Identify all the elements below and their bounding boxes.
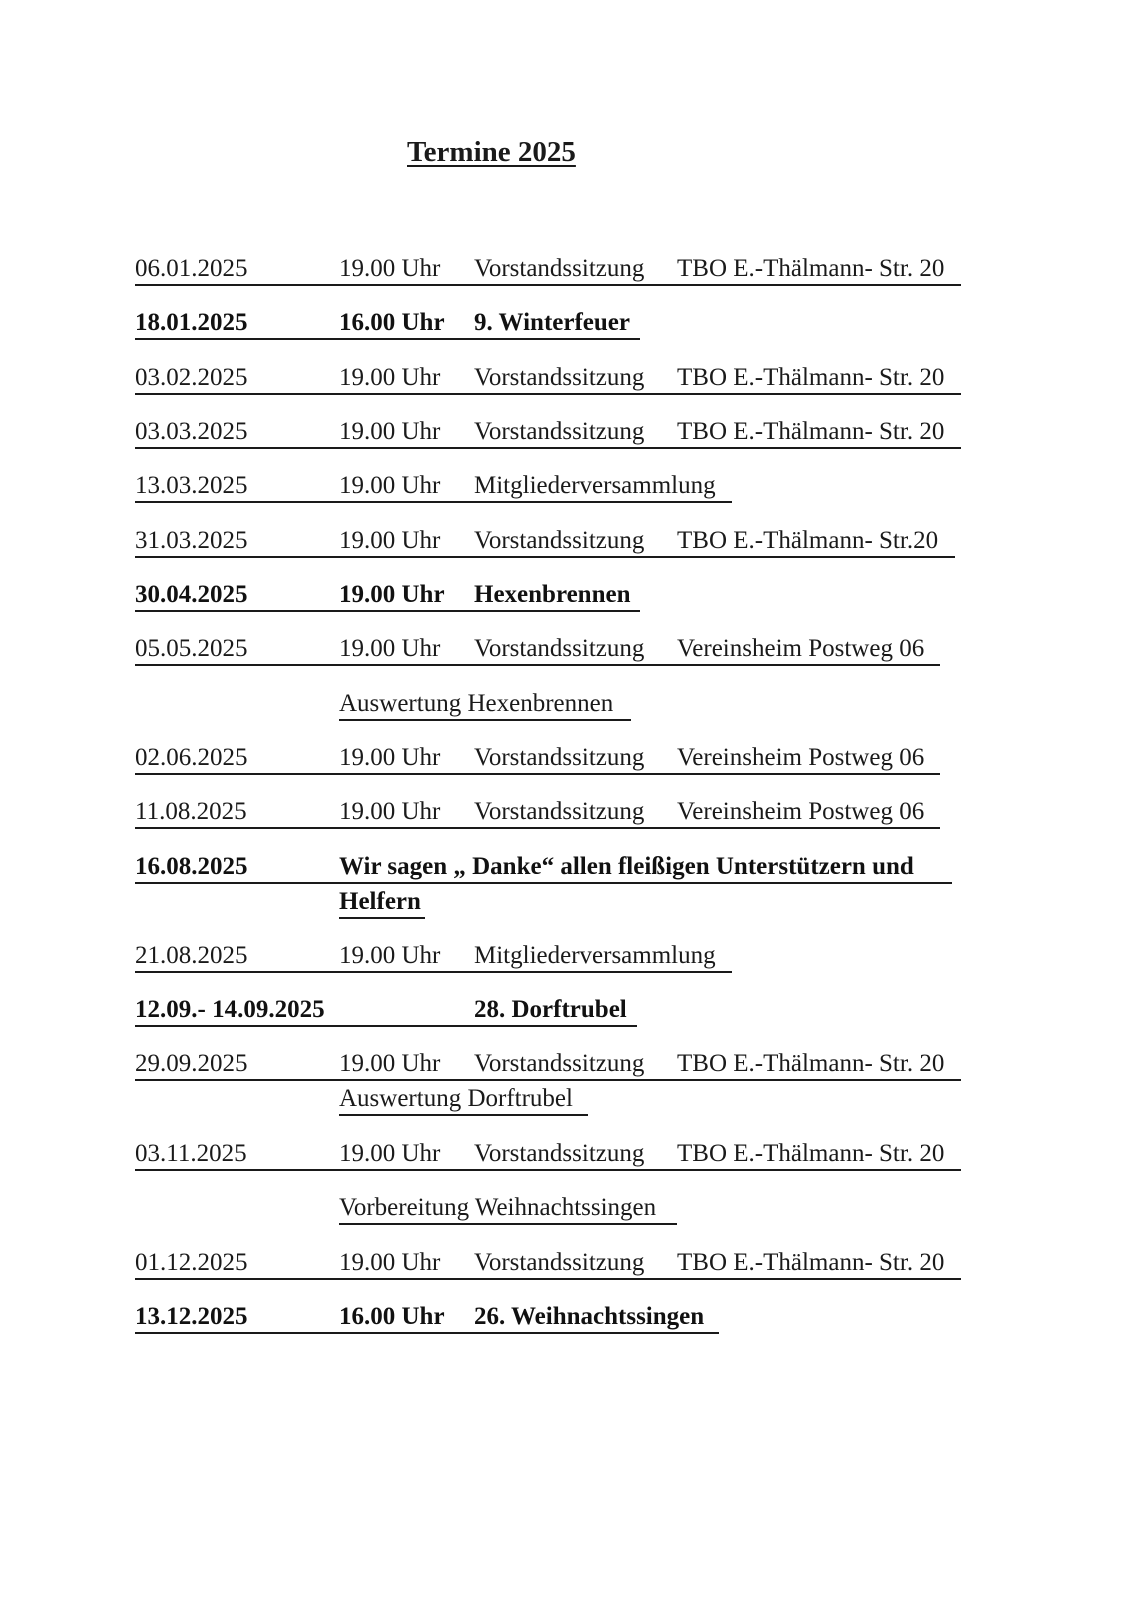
schedule-row: [0, 1248, 1131, 1288]
underline: [135, 338, 640, 340]
time: 19.00 Uhr: [339, 1050, 441, 1077]
date: 03.11.2025: [135, 1140, 247, 1167]
event: Hexenbrennen: [474, 581, 631, 608]
date: 21.08.2025: [135, 942, 248, 969]
time: 19.00 Uhr: [339, 581, 445, 608]
time: 19.00 Uhr: [339, 942, 441, 969]
underline: [135, 284, 961, 286]
event: 28. Dorftrubel: [474, 996, 627, 1023]
underline: [135, 1025, 637, 1027]
date: 03.02.2025: [135, 364, 248, 391]
underline: [135, 447, 961, 449]
date: 18.01.2025: [135, 309, 248, 336]
date: 29.09.2025: [135, 1050, 248, 1077]
event-text: Wir sagen „ Danke“ allen fleißigen Unterstützern und: [339, 853, 914, 880]
time: 19.00 Uhr: [339, 1249, 441, 1276]
schedule-row: [0, 995, 1131, 1035]
underline: [135, 393, 961, 395]
event: 26. Weihnachtssingen: [474, 1303, 705, 1330]
time: 19.00 Uhr: [339, 472, 441, 499]
event: Vorstandssitzung: [474, 635, 645, 662]
time: 19.00 Uhr: [339, 527, 441, 554]
location: TBO E.-Thälmann- Str. 20: [677, 255, 945, 282]
time: 19.00 Uhr: [339, 418, 441, 445]
schedule-row: [0, 634, 1131, 674]
underline: [339, 1223, 677, 1225]
time: 19.00 Uhr: [339, 1140, 441, 1167]
underline: [135, 1079, 961, 1081]
location: TBO E.-Thälmann- Str. 20: [677, 1140, 945, 1167]
date-range: 12.09.- 14.09.2025: [135, 996, 325, 1023]
location: TBO E.-Thälmann- Str. 20: [677, 1249, 945, 1276]
schedule-row: [0, 852, 1131, 932]
underline: [135, 827, 940, 829]
event: Vorstandssitzung: [474, 798, 645, 825]
underline: [135, 556, 955, 558]
time: 19.00 Uhr: [339, 798, 441, 825]
event: Vorstandssitzung: [474, 1140, 645, 1167]
date: 05.05.2025: [135, 635, 248, 662]
schedule-row: [0, 363, 1131, 403]
location: TBO E.-Thälmann- Str. 20: [677, 364, 945, 391]
date: 02.06.2025: [135, 744, 248, 771]
underline: [135, 971, 732, 973]
schedule-row: [0, 941, 1131, 981]
time: 19.00 Uhr: [339, 255, 441, 282]
underline: [135, 664, 940, 666]
date: 01.12.2025: [135, 1249, 248, 1276]
event: Mitgliederversammlung: [474, 472, 716, 499]
event: 9. Winterfeuer: [474, 309, 630, 336]
location: Vereinsheim Postweg 06: [677, 744, 925, 771]
event: Vorstandssitzung: [474, 744, 645, 771]
time: 16.00 Uhr: [339, 309, 445, 336]
schedule-row: [0, 526, 1131, 566]
underline: [135, 1169, 961, 1171]
underline: [135, 882, 952, 884]
date: 31.03.2025: [135, 527, 248, 554]
date: 11.08.2025: [135, 798, 247, 825]
date: 13.03.2025: [135, 472, 248, 499]
underline: [339, 1114, 588, 1116]
date: 03.03.2025: [135, 418, 248, 445]
schedule-row: [0, 743, 1131, 783]
underline: [135, 1332, 719, 1334]
event-text-continued: Helfern: [339, 888, 421, 915]
time: 19.00 Uhr: [339, 364, 441, 391]
underline: [135, 501, 732, 503]
schedule-row: [0, 797, 1131, 837]
date: 30.04.2025: [135, 581, 248, 608]
underline: [339, 719, 631, 721]
underline: [135, 773, 940, 775]
time: 19.00 Uhr: [339, 744, 441, 771]
note: Vorbereitung Weihnachtssingen: [339, 1194, 657, 1221]
schedule-row: [0, 471, 1131, 511]
date: 13.12.2025: [135, 1303, 248, 1330]
event: Vorstandssitzung: [474, 1050, 645, 1077]
location: Vereinsheim Postweg 06: [677, 798, 925, 825]
underline: [135, 610, 640, 612]
schedule-row: [0, 1139, 1131, 1179]
schedule-row: [0, 580, 1131, 620]
schedule-row: [0, 417, 1131, 457]
event: Mitgliederversammlung: [474, 942, 716, 969]
schedule-row: [0, 254, 1131, 294]
schedule-row: [0, 1302, 1131, 1342]
location: TBO E.-Thälmann- Str. 20: [677, 1050, 945, 1077]
schedule-note: [0, 689, 1131, 729]
location: TBO E.-Thälmann- Str. 20: [677, 418, 945, 445]
time: 19.00 Uhr: [339, 635, 441, 662]
date: 16.08.2025: [135, 853, 248, 880]
event: Vorstandssitzung: [474, 255, 645, 282]
event: Vorstandssitzung: [474, 527, 645, 554]
underline: [339, 917, 425, 919]
schedule-note: [0, 1193, 1131, 1233]
underline: [135, 1278, 961, 1280]
event: Vorstandssitzung: [474, 1249, 645, 1276]
event: Vorstandssitzung: [474, 418, 645, 445]
event: Vorstandssitzung: [474, 364, 645, 391]
date: 06.01.2025: [135, 255, 248, 282]
location: Vereinsheim Postweg 06: [677, 635, 925, 662]
schedule-row: [0, 308, 1131, 348]
note: Auswertung Hexenbrennen: [339, 690, 614, 717]
location: TBO E.-Thälmann- Str.20: [677, 527, 939, 554]
time: 16.00 Uhr: [339, 1303, 445, 1330]
schedule-row: [0, 1049, 1131, 1129]
subline: Auswertung Dorftrubel: [339, 1085, 573, 1112]
page-title: Termine 2025: [407, 136, 576, 168]
